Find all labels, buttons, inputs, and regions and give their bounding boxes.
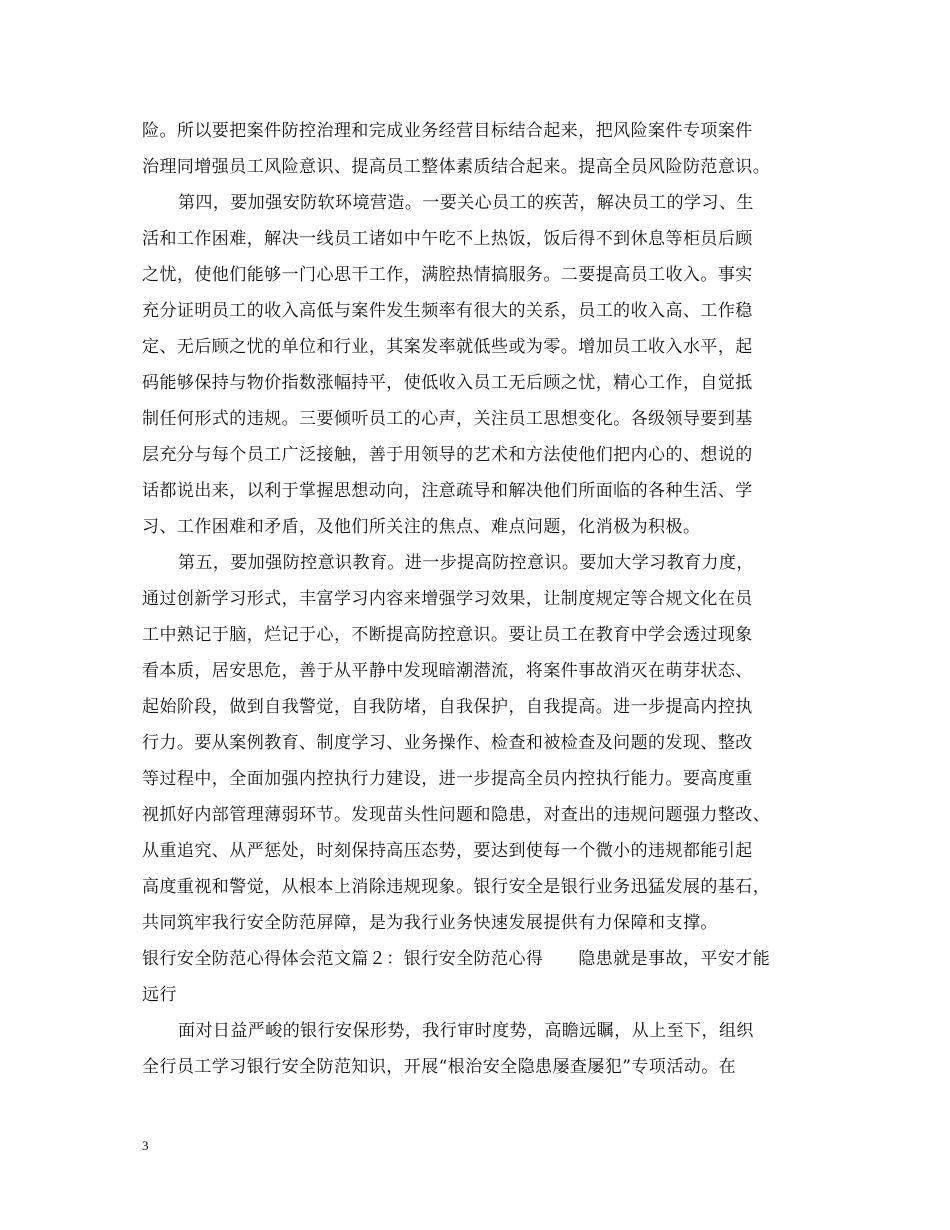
text-line: 等过程中，全面加强内控执行力建设，进一步提高全员内控执行能力。要高度重 <box>142 769 753 789</box>
text-line: 高度重视和警觉，从根本上消除违规现象。银行安全是银行业务迅猛发展的基石， <box>142 877 771 897</box>
text-line: 从重追究、从严惩处，时刻保持高压态势，要达到使每一个微小的违规都能引起 <box>142 841 753 861</box>
paragraph-start-line: 第五，要加强防控意识教育。进一步提高防控意识。要加大学习教育力度， <box>178 553 754 573</box>
text-line: 险。所以要把案件防控治理和完成业务经营目标结合起来，把风险案件专项案件 <box>142 121 753 141</box>
text-line: 起始阶段，做到自我警觉，自我防堵，自我保护，自我提高。进一步提高内控执 <box>142 697 753 717</box>
text-line: 定、无后顾之忧的单位和行业，其案发率就低些或为零。增加员工收入水平，起 <box>142 337 753 357</box>
paragraph-start-line: 第四，要加强安防软环境营造。一要关心员工的疾苦，解决员工的学习、生 <box>178 193 754 213</box>
text-line: 充分证明员工的收入高低与案件发生频率有很大的关系，员工的收入高、工作稳 <box>142 301 753 321</box>
text-line: 制任何形式的违规。三要倾听员工的心声，关注员工思想变化。各级领导要到基 <box>142 409 753 429</box>
text-line: 话都说出来，以利于掌握思想动向，注意疏导和解决他们所面临的各种生活、学 <box>142 481 753 501</box>
text-line: 之忧，使他们能够一门心思干工作，满腔热情搞服务。二要提高员工收入。事实 <box>142 265 753 285</box>
text-line: 看本质，居安思危，善于从平静中发现暗潮潜流，将案件事故消灭在萌芽状态、 <box>142 661 753 681</box>
text-line: 视抓好内部管理薄弱环节。发现苗头性问题和隐患，对查出的违规问题强力整改、 <box>142 805 771 825</box>
text-line: 工中熟记于脑，烂记于心，不断提高防控意识。要让员工在教育中学会透过现象 <box>142 625 753 645</box>
text-line: 通过创新学习形式，丰富学习内容来增强学习效果，让制度规定等合规文化在员 <box>142 589 753 609</box>
text-line: 共同筑牢我行安全防范屏障，是为我行业务快速发展提供有力保障和支撑。 <box>142 913 718 933</box>
paragraph-start-line: 面对日益严峻的银行安保形势，我行审时度势，高瞻远瞩，从上至下，组织 <box>178 1021 754 1041</box>
text-line: 行力。要从案例教育、制度学习、业务操作、检查和被检查及问题的发现、整改 <box>142 733 753 753</box>
section-heading-line: 远行 <box>142 985 177 1005</box>
section-heading-line: 银行安全防范心得体会范文篇２：银行安全防范心得 隐患就是事故，平安才能 <box>142 949 771 969</box>
text-line: 码能够保持与物价指数涨幅持平，使低收入员工无后顾之忧，精心工作，自觉抵 <box>142 373 753 393</box>
text-line: 活和工作困难，解决一线员工诸如中午吃不上热饭，饭后得不到休息等柜员后顾 <box>142 229 753 249</box>
page-number: 3 <box>142 1138 149 1153</box>
text-line: 治理同增强员工风险意识、提高员工整体素质结合起来。提高全员风险防范意识。 <box>142 157 771 177</box>
text-line: 层充分与每个员工广泛接触，善于用领导的艺术和方法使他们把内心的、想说的 <box>142 445 753 465</box>
text-line: 习、工作困难和矛盾，及他们所关注的焦点、难点问题，化消极为积极。 <box>142 517 701 537</box>
text-line: 全行员工学习银行安全防范知识，开展“根治安全隐患屡查屡犯”专项活动。在 <box>142 1057 737 1077</box>
